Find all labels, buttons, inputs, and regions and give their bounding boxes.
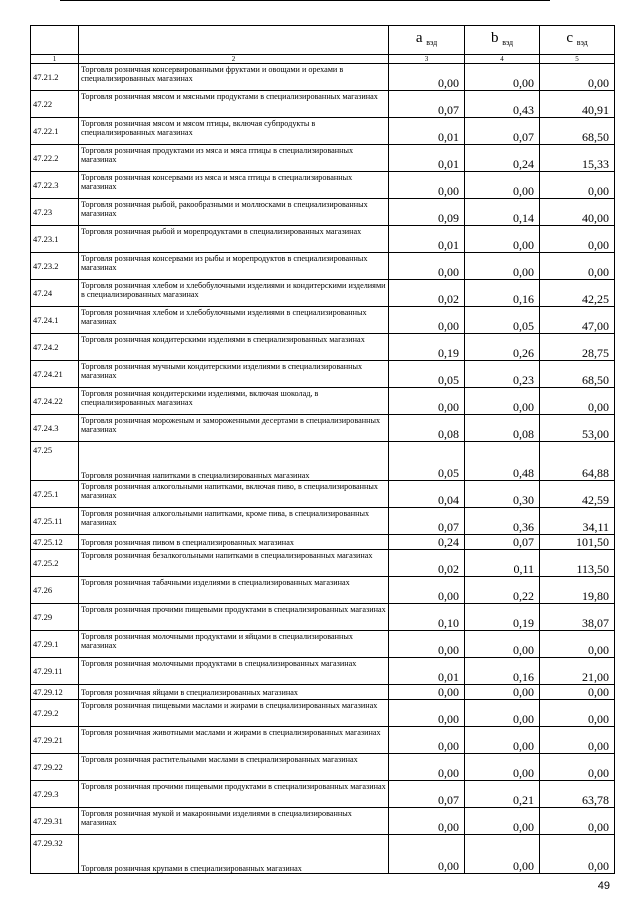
row-value-c: 0,00 <box>540 700 615 727</box>
row-value-b: 0,16 <box>465 658 540 685</box>
row-name: Торговля розничная молочными продуктами в специализированных магазинах <box>79 658 389 685</box>
row-value-b: 0,26 <box>465 334 540 361</box>
column-number: 4 <box>465 55 540 64</box>
row-value-c: 0,00 <box>540 172 615 199</box>
table-row <box>31 118 615 145</box>
table-row <box>31 700 615 727</box>
row-value-b: 0,43 <box>465 91 540 118</box>
row-value-a: 0,04 <box>389 481 465 508</box>
row-value-a: 0,10 <box>389 604 465 631</box>
row-value-c: 34,11 <box>540 508 615 535</box>
row-value-c: 0,00 <box>540 727 615 754</box>
row-value-b: 0,00 <box>465 253 540 280</box>
table-row <box>31 91 615 118</box>
row-value-a: 0,00 <box>389 754 465 781</box>
row-value-b: 0,23 <box>465 361 540 388</box>
row-value-a: 0,00 <box>389 307 465 334</box>
row-value-c: 0,00 <box>540 685 615 700</box>
row-value-a: 0,01 <box>389 226 465 253</box>
row-value-a: 0,05 <box>389 442 465 481</box>
top-rule <box>60 0 550 1</box>
row-code: 47.25.11 <box>31 508 79 535</box>
row-code: 47.24.22 <box>31 388 79 415</box>
row-code: 47.21.2 <box>31 64 79 91</box>
row-name: Торговля розничная крупами в специализированных магазинах <box>79 835 389 874</box>
row-code: 47.29.1 <box>31 631 79 658</box>
row-value-a: 0,07 <box>389 508 465 535</box>
row-code: 47.24.3 <box>31 415 79 442</box>
row-code: 47.26 <box>31 577 79 604</box>
table-row <box>31 508 615 535</box>
column-number: 3 <box>389 55 465 64</box>
row-value-b: 0,14 <box>465 199 540 226</box>
table-row <box>31 199 615 226</box>
row-value-a: 0,00 <box>389 253 465 280</box>
row-value-b: 0,19 <box>465 604 540 631</box>
row-value-b: 0,00 <box>465 388 540 415</box>
row-value-a: 0,02 <box>389 280 465 307</box>
row-name: Торговля розничная консервами из мяса и мяса птицы в специализированных магазинах <box>79 172 389 199</box>
row-code: 47.29 <box>31 604 79 631</box>
row-value-c: 40,91 <box>540 91 615 118</box>
row-value-c: 53,00 <box>540 415 615 442</box>
row-value-a: 0,09 <box>389 199 465 226</box>
row-name: Торговля розничная табачными изделиями в специализированных магазинах <box>79 577 389 604</box>
row-name: Торговля розничная мясом и мясными продуктами в специализированных магазинах <box>79 91 389 118</box>
row-code: 47.29.3 <box>31 781 79 808</box>
header-c-ved: c $_{вэд}$ <box>540 26 615 55</box>
row-value-b: 0,30 <box>465 481 540 508</box>
row-name: Торговля розничная рыбой, ракообразными и моллюсками в специализированных магазинах <box>79 199 389 226</box>
table-row <box>31 685 615 700</box>
row-value-c: 40,00 <box>540 199 615 226</box>
row-code: 47.29.2 <box>31 700 79 727</box>
row-code: 47.22 <box>31 91 79 118</box>
row-name: Торговля розничная мясом и мясом птицы, включая субпродукты в специализированных магазинах <box>79 118 389 145</box>
row-value-c: 0,00 <box>540 253 615 280</box>
row-value-b: 0,00 <box>465 808 540 835</box>
table-row <box>31 754 615 781</box>
row-value-a: 0,01 <box>389 118 465 145</box>
row-value-b: 0,00 <box>465 727 540 754</box>
table-row <box>31 727 615 754</box>
row-name: Торговля розничная мучными кондитерскими изделиями в специализированных магазинах <box>79 361 389 388</box>
row-name: Торговля розничная продуктами из мяса и мяса птицы в специализированных магазинах <box>79 145 389 172</box>
row-value-a: 0,00 <box>389 577 465 604</box>
row-code: 47.29.11 <box>31 658 79 685</box>
header-b-ved: b $_{вэд}$ <box>465 26 540 55</box>
row-name: Торговля розничная алкогольными напитками, включая пиво, в специализированных магазинах <box>79 481 389 508</box>
table-row <box>31 388 615 415</box>
row-value-b: 0,00 <box>465 835 540 874</box>
table-row <box>31 550 615 577</box>
header-code <box>31 26 79 55</box>
row-name: Торговля розничная напитками в специализированных магазинах <box>79 442 389 481</box>
table-row <box>31 307 615 334</box>
row-name: Торговля розничная хлебом и хлебобулочными изделиями в специализированных магазинах <box>79 307 389 334</box>
table-row <box>31 280 615 307</box>
row-value-a: 0,00 <box>389 685 465 700</box>
row-value-b: 0,05 <box>465 307 540 334</box>
row-code: 47.25 <box>31 442 79 481</box>
row-value-b: 0,00 <box>465 754 540 781</box>
table-row <box>31 631 615 658</box>
row-name: Торговля розничная хлебом и хлебобулочными изделиями и кондитерскими изделиями в специализированных магазинах <box>79 280 389 307</box>
row-value-b: 0,16 <box>465 280 540 307</box>
row-value-b: 0,48 <box>465 442 540 481</box>
table-row <box>31 481 615 508</box>
row-value-a: 0,08 <box>389 415 465 442</box>
table-row <box>31 658 615 685</box>
table-row <box>31 808 615 835</box>
row-value-b: 0,07 <box>465 535 540 550</box>
row-value-c: 68,50 <box>540 361 615 388</box>
row-value-c: 64,88 <box>540 442 615 481</box>
row-value-b: 0,22 <box>465 577 540 604</box>
row-value-c: 15,33 <box>540 145 615 172</box>
row-code: 47.23.1 <box>31 226 79 253</box>
row-value-c: 68,50 <box>540 118 615 145</box>
row-code: 47.22.3 <box>31 172 79 199</box>
row-value-b: 0,36 <box>465 508 540 535</box>
row-value-c: 47,00 <box>540 307 615 334</box>
row-name: Торговля розничная консервированными фруктами и овощами и орехами в специализированных магазинах <box>79 64 389 91</box>
table-row <box>31 604 615 631</box>
row-value-a: 0,01 <box>389 145 465 172</box>
row-value-a: 0,05 <box>389 361 465 388</box>
row-value-b: 0,00 <box>465 64 540 91</box>
row-value-b: 0,00 <box>465 172 540 199</box>
row-value-a: 0,01 <box>389 658 465 685</box>
row-value-c: 42,25 <box>540 280 615 307</box>
row-name: Торговля розничная алкогольными напитками, кроме пива, в специализированных магазинах <box>79 508 389 535</box>
row-value-c: 0,00 <box>540 388 615 415</box>
row-code: 47.22.2 <box>31 145 79 172</box>
table-row <box>31 361 615 388</box>
row-value-a: 0,00 <box>389 835 465 874</box>
row-code: 47.25.1 <box>31 481 79 508</box>
row-name: Торговля розничная прочими пищевыми продуктами в специализированных магазинах <box>79 781 389 808</box>
row-name: Торговля розничная рыбой и морепродуктами в специализированных магазинах <box>79 226 389 253</box>
row-value-c: 0,00 <box>540 754 615 781</box>
row-value-b: 0,00 <box>465 226 540 253</box>
row-code: 47.29.21 <box>31 727 79 754</box>
row-value-c: 113,50 <box>540 550 615 577</box>
row-value-c: 0,00 <box>540 64 615 91</box>
column-number: 1 <box>31 55 79 64</box>
table-row <box>31 172 615 199</box>
row-code: 47.22.1 <box>31 118 79 145</box>
row-name: Торговля розничная растительными маслами в специализированных магазинах <box>79 754 389 781</box>
column-number: 5 <box>540 55 615 64</box>
row-value-b: 0,11 <box>465 550 540 577</box>
row-value-c: 0,00 <box>540 631 615 658</box>
row-value-a: 0,00 <box>389 172 465 199</box>
row-code: 47.23 <box>31 199 79 226</box>
row-value-c: 0,00 <box>540 226 615 253</box>
row-value-b: 0,00 <box>465 685 540 700</box>
table-header-row <box>31 26 615 55</box>
row-name: Торговля розничная мороженым и замороженными десертами в специализированных магазинах <box>79 415 389 442</box>
row-value-c: 101,50 <box>540 535 615 550</box>
header-a-ved: a $_{вэд}$ <box>389 26 465 55</box>
table-row <box>31 145 615 172</box>
row-name: Торговля розничная пивом в специализированных магазинах <box>79 535 389 550</box>
table-row <box>31 64 615 91</box>
row-value-c: 0,00 <box>540 808 615 835</box>
header-name <box>79 26 389 55</box>
table-body <box>31 64 615 874</box>
row-name: Торговля розничная животными маслами и жирами в специализированных магазинах <box>79 727 389 754</box>
row-value-b: 0,08 <box>465 415 540 442</box>
table-row <box>31 835 615 874</box>
row-value-b: 0,00 <box>465 631 540 658</box>
row-value-c: 28,75 <box>540 334 615 361</box>
row-value-a: 0,00 <box>389 388 465 415</box>
row-value-a: 0,00 <box>389 700 465 727</box>
row-code: 47.24.2 <box>31 334 79 361</box>
row-value-a: 0,00 <box>389 64 465 91</box>
row-name: Торговля розничная кондитерскими изделиями, включая шоколад, в специализированных магазинах <box>79 388 389 415</box>
page-number: 49 <box>597 880 610 892</box>
row-value-c: 19,80 <box>540 577 615 604</box>
row-code: 47.25.2 <box>31 550 79 577</box>
row-name: Торговля розничная яйцами в специализированных магазинах <box>79 685 389 700</box>
row-name: Торговля розничная консервами из рыбы и морепродуктов в специализированных магазинах <box>79 253 389 280</box>
column-number-row <box>31 55 615 64</box>
row-value-c: 63,78 <box>540 781 615 808</box>
row-value-a: 0,07 <box>389 91 465 118</box>
row-value-a: 0,00 <box>389 631 465 658</box>
row-value-a: 0,19 <box>389 334 465 361</box>
row-value-b: 0,00 <box>465 700 540 727</box>
row-name: Торговля розничная пищевыми маслами и жирами в специализированных магазинах <box>79 700 389 727</box>
row-code: 47.25.12 <box>31 535 79 550</box>
row-code: 47.24 <box>31 280 79 307</box>
row-name: Торговля розничная прочими пищевыми продуктами в специализированных магазинах <box>79 604 389 631</box>
row-code: 47.29.12 <box>31 685 79 700</box>
row-value-a: 0,24 <box>389 535 465 550</box>
table-row <box>31 442 615 481</box>
row-code: 47.24.21 <box>31 361 79 388</box>
table-row <box>31 535 615 550</box>
row-value-b: 0,21 <box>465 781 540 808</box>
table-row <box>31 415 615 442</box>
row-name: Торговля розничная кондитерскими изделиями в специализированных магазинах <box>79 334 389 361</box>
table-row <box>31 781 615 808</box>
row-value-a: 0,00 <box>389 727 465 754</box>
row-name: Торговля розничная молочными продуктами и яйцами в специализированных магазинах <box>79 631 389 658</box>
row-value-c: 21,00 <box>540 658 615 685</box>
row-code: 47.24.1 <box>31 307 79 334</box>
row-code: 47.29.22 <box>31 754 79 781</box>
row-name: Торговля розничная безалкогольными напитками в специализированных магазинах <box>79 550 389 577</box>
row-value-a: 0,02 <box>389 550 465 577</box>
table-row <box>31 253 615 280</box>
row-value-c: 42,59 <box>540 481 615 508</box>
row-name: Торговля розничная мукой и макаронными изделиями в специализированных магазинах <box>79 808 389 835</box>
row-code: 47.29.32 <box>31 835 79 874</box>
row-value-c: 0,00 <box>540 835 615 874</box>
column-number: 2 <box>79 55 389 64</box>
table-row <box>31 226 615 253</box>
indicator-table <box>30 25 615 874</box>
row-code: 47.23.2 <box>31 253 79 280</box>
table-row <box>31 577 615 604</box>
row-value-c: 38,07 <box>540 604 615 631</box>
table-row <box>31 334 615 361</box>
row-value-a: 0,07 <box>389 781 465 808</box>
row-value-b: 0,24 <box>465 145 540 172</box>
row-value-a: 0,00 <box>389 808 465 835</box>
row-value-b: 0,07 <box>465 118 540 145</box>
row-code: 47.29.31 <box>31 808 79 835</box>
